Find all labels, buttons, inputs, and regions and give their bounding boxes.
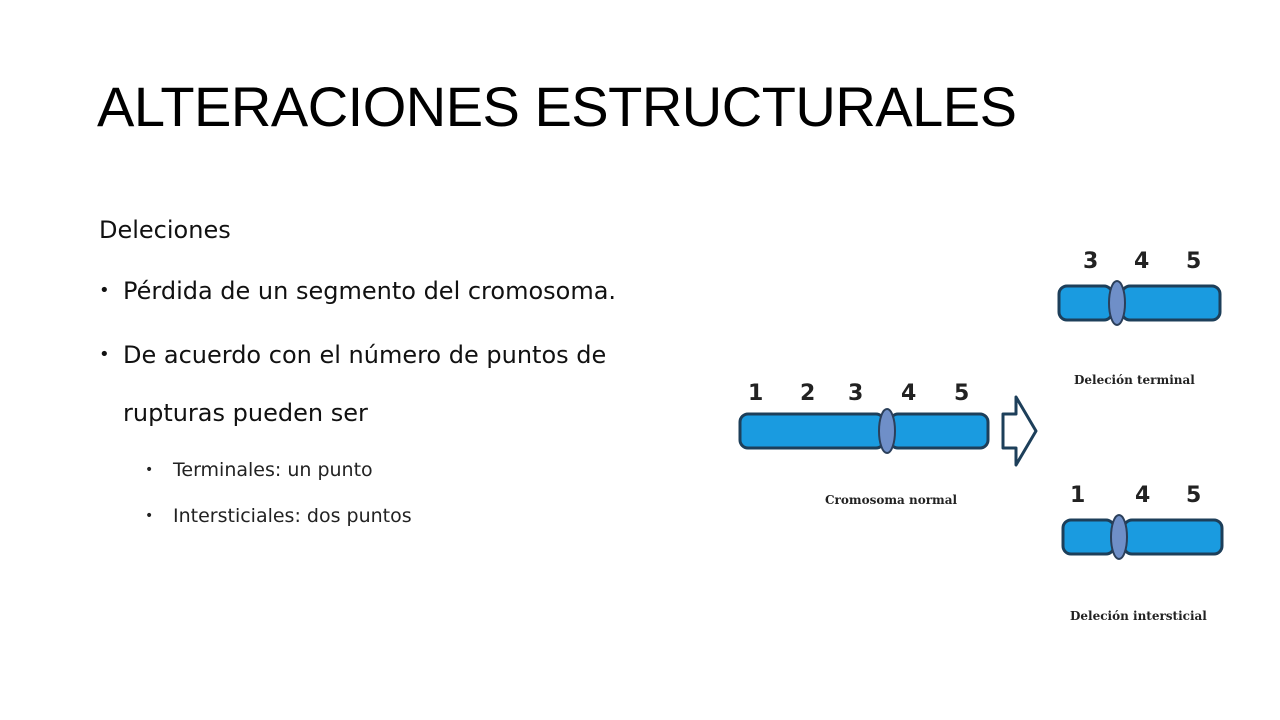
sub-bullet-item	[99, 456, 659, 484]
diagram-caption: Deleción terminal	[1074, 373, 1195, 387]
band-label: 2	[800, 381, 816, 406]
chromosome-arm	[1059, 286, 1112, 320]
arrow-right-icon	[1003, 397, 1036, 465]
centromere	[1109, 281, 1125, 325]
bullet-text: Pérdida de un segmento del cromosoma.	[123, 277, 617, 305]
diagram-caption: Deleción intersticial	[1070, 609, 1207, 623]
slide-body	[99, 206, 659, 548]
chromosome-arm	[1122, 286, 1220, 320]
band-label: 4	[1135, 483, 1151, 508]
band-label: 1	[748, 381, 764, 406]
chromosome-arm	[740, 414, 884, 448]
sub-bullet-item	[99, 502, 659, 530]
chromosome-arm	[1063, 520, 1114, 554]
band-label: 3	[1083, 249, 1099, 274]
slide-title: ALTERACIONES ESTRUCTURALES	[97, 75, 1017, 138]
band-label: 5	[1186, 483, 1202, 508]
chromosome-arm	[890, 414, 988, 448]
band-label: 4	[1134, 249, 1150, 274]
terminal-deletion-chromosome	[1059, 249, 1220, 387]
bullet-dot-icon: •	[145, 508, 154, 524]
band-label: 4	[901, 381, 917, 406]
sub-bullet-text: Terminales: un punto	[173, 459, 373, 481]
bullet-item	[99, 262, 659, 320]
centromere	[879, 409, 895, 453]
chromosome-arm	[1124, 520, 1222, 554]
bullet-dot-icon: •	[145, 462, 154, 478]
normal-chromosome	[740, 381, 988, 507]
diagram-caption: Cromosoma normal	[825, 493, 958, 507]
interstitial-deletion-chromosome	[1063, 483, 1222, 623]
bullet-dot-icon: •	[99, 280, 110, 301]
centromere	[1111, 515, 1127, 559]
band-label: 5	[954, 381, 970, 406]
band-label: 1	[1070, 483, 1086, 508]
sub-bullet-text: Intersticiales: dos puntos	[173, 505, 412, 527]
bullet-dot-icon: •	[99, 344, 110, 365]
section-heading: Deleciones	[99, 216, 231, 244]
band-label: 3	[848, 381, 864, 406]
bullet-text: De acuerdo con el número de puntos de rupturas pueden ser	[123, 341, 607, 427]
bullet-item	[99, 326, 659, 442]
chromosome-deletion-diagram	[730, 232, 1240, 642]
band-label: 5	[1186, 249, 1202, 274]
